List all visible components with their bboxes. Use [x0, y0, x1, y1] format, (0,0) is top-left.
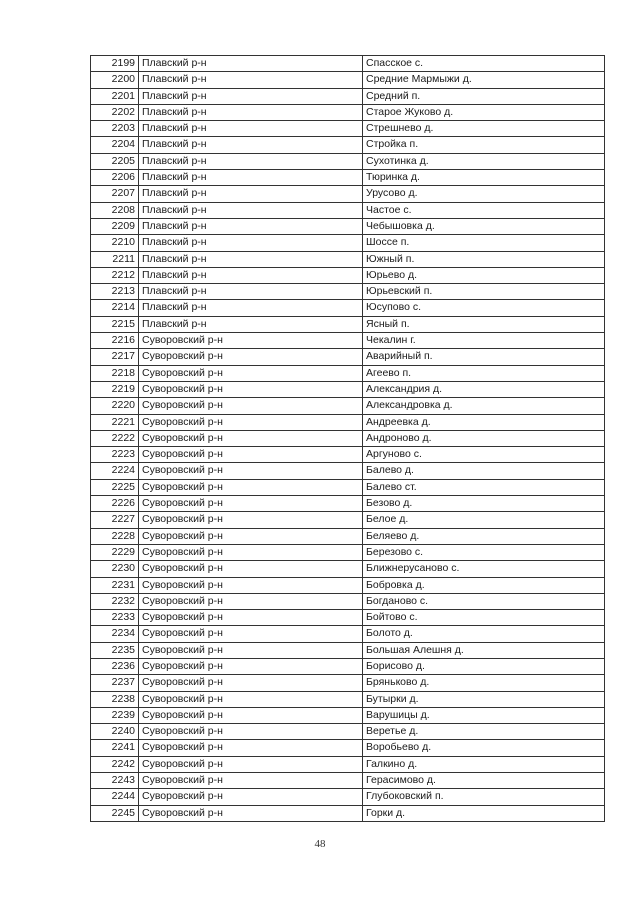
district-cell: Плавский р-н — [139, 137, 363, 153]
district-cell: Плавский р-н — [139, 186, 363, 202]
district-cell: Плавский р-н — [139, 170, 363, 186]
table-row — [91, 626, 605, 642]
table-row — [91, 365, 605, 381]
table-row — [91, 773, 605, 789]
table-row — [91, 561, 605, 577]
district-cell: Суворовский р-н — [139, 626, 363, 642]
row-number-cell: 2209 — [91, 218, 139, 234]
row-number-cell: 2204 — [91, 137, 139, 153]
district-cell: Суворовский р-н — [139, 447, 363, 463]
row-number-cell: 2228 — [91, 528, 139, 544]
row-number-cell: 2212 — [91, 267, 139, 283]
row-number-cell: 2211 — [91, 251, 139, 267]
row-number-cell: 2200 — [91, 72, 139, 88]
table-row — [91, 398, 605, 414]
table-row — [91, 544, 605, 560]
table-row — [91, 691, 605, 707]
table-row — [91, 170, 605, 186]
table-row — [91, 300, 605, 316]
table-row — [91, 381, 605, 397]
table-row — [91, 447, 605, 463]
district-cell: Суворовский р-н — [139, 381, 363, 397]
row-number-cell: 2235 — [91, 642, 139, 658]
district-cell: Суворовский р-н — [139, 544, 363, 560]
row-number-cell: 2220 — [91, 398, 139, 414]
table-row — [91, 218, 605, 234]
row-number-cell: 2214 — [91, 300, 139, 316]
district-cell: Суворовский р-н — [139, 773, 363, 789]
district-cell: Суворовский р-н — [139, 349, 363, 365]
settlement-cell: Чекалин г. — [363, 333, 605, 349]
district-cell: Плавский р-н — [139, 267, 363, 283]
settlement-cell: Веретье д. — [363, 724, 605, 740]
row-number-cell: 2233 — [91, 610, 139, 626]
table-row — [91, 72, 605, 88]
table-row — [91, 414, 605, 430]
settlement-cell: Галкино д. — [363, 756, 605, 772]
district-cell: Суворовский р-н — [139, 593, 363, 609]
settlement-cell: Бутырки д. — [363, 691, 605, 707]
table-row — [91, 121, 605, 137]
table-row — [91, 642, 605, 658]
table-row — [91, 349, 605, 365]
district-cell: Суворовский р-н — [139, 561, 363, 577]
district-cell: Суворовский р-н — [139, 789, 363, 805]
district-cell: Суворовский р-н — [139, 707, 363, 723]
settlement-cell: Средние Мармыжи д. — [363, 72, 605, 88]
district-cell: Плавский р-н — [139, 56, 363, 72]
settlements-table — [90, 55, 605, 822]
table-row — [91, 104, 605, 120]
table-row — [91, 707, 605, 723]
row-number-cell: 2240 — [91, 724, 139, 740]
table-row — [91, 724, 605, 740]
row-number-cell: 2234 — [91, 626, 139, 642]
district-cell: Суворовский р-н — [139, 740, 363, 756]
row-number-cell: 2208 — [91, 202, 139, 218]
row-number-cell: 2213 — [91, 284, 139, 300]
district-cell: Суворовский р-н — [139, 479, 363, 495]
district-cell: Суворовский р-н — [139, 430, 363, 446]
table-row — [91, 333, 605, 349]
settlements-table-body — [91, 56, 605, 822]
row-number-cell: 2222 — [91, 430, 139, 446]
settlement-cell: Безово д. — [363, 496, 605, 512]
district-cell: Плавский р-н — [139, 72, 363, 88]
district-cell: Суворовский р-н — [139, 496, 363, 512]
district-cell: Суворовский р-н — [139, 577, 363, 593]
table-row — [91, 56, 605, 72]
district-cell: Суворовский р-н — [139, 691, 363, 707]
settlement-cell: Герасимово д. — [363, 773, 605, 789]
settlement-cell: Варушицы д. — [363, 707, 605, 723]
row-number-cell: 2242 — [91, 756, 139, 772]
row-number-cell: 2218 — [91, 365, 139, 381]
row-number-cell: 2215 — [91, 316, 139, 332]
page-number: 48 — [314, 838, 326, 850]
row-number-cell: 2203 — [91, 121, 139, 137]
settlement-cell: Стрешнево д. — [363, 121, 605, 137]
row-number-cell: 2230 — [91, 561, 139, 577]
row-number-cell: 2239 — [91, 707, 139, 723]
district-cell: Суворовский р-н — [139, 642, 363, 658]
district-cell: Суворовский р-н — [139, 675, 363, 691]
district-cell: Суворовский р-н — [139, 610, 363, 626]
settlement-cell: Тюринка д. — [363, 170, 605, 186]
row-number-cell: 2199 — [91, 56, 139, 72]
table-row — [91, 202, 605, 218]
table-row — [91, 740, 605, 756]
row-number-cell: 2241 — [91, 740, 139, 756]
row-number-cell: 2216 — [91, 333, 139, 349]
district-cell: Суворовский р-н — [139, 756, 363, 772]
table-row — [91, 267, 605, 283]
settlement-cell: Беляево д. — [363, 528, 605, 544]
settlement-cell: Чебышовка д. — [363, 218, 605, 234]
settlement-cell: Горки д. — [363, 805, 605, 821]
settlement-cell: Балево ст. — [363, 479, 605, 495]
settlement-cell: Частое с. — [363, 202, 605, 218]
settlement-cell: Андреевка д. — [363, 414, 605, 430]
district-cell: Суворовский р-н — [139, 398, 363, 414]
settlement-cell: Стройка п. — [363, 137, 605, 153]
table-row — [91, 675, 605, 691]
settlement-cell: Глубоковский п. — [363, 789, 605, 805]
table-row — [91, 577, 605, 593]
district-cell: Суворовский р-н — [139, 658, 363, 674]
row-number-cell: 2231 — [91, 577, 139, 593]
district-cell: Плавский р-н — [139, 316, 363, 332]
district-cell: Плавский р-н — [139, 218, 363, 234]
settlement-cell: Агеево п. — [363, 365, 605, 381]
district-cell: Плавский р-н — [139, 121, 363, 137]
row-number-cell: 2245 — [91, 805, 139, 821]
settlement-cell: Сухотинка д. — [363, 153, 605, 169]
settlement-cell: Воробьево д. — [363, 740, 605, 756]
district-cell: Плавский р-н — [139, 202, 363, 218]
district-cell: Суворовский р-н — [139, 333, 363, 349]
table-row — [91, 593, 605, 609]
settlement-cell: Большая Алешня д. — [363, 642, 605, 658]
row-number-cell: 2238 — [91, 691, 139, 707]
table-row — [91, 528, 605, 544]
settlement-cell: Шоссе п. — [363, 235, 605, 251]
row-number-cell: 2205 — [91, 153, 139, 169]
settlement-cell: Спасское с. — [363, 56, 605, 72]
table-row — [91, 88, 605, 104]
row-number-cell: 2224 — [91, 463, 139, 479]
table-row — [91, 756, 605, 772]
settlement-cell: Белое д. — [363, 512, 605, 528]
row-number-cell: 2201 — [91, 88, 139, 104]
settlement-cell: Урусово д. — [363, 186, 605, 202]
table-row — [91, 496, 605, 512]
table-row — [91, 430, 605, 446]
row-number-cell: 2206 — [91, 170, 139, 186]
table-row — [91, 235, 605, 251]
row-number-cell: 2244 — [91, 789, 139, 805]
row-number-cell: 2223 — [91, 447, 139, 463]
settlement-cell: Средний п. — [363, 88, 605, 104]
table-row — [91, 463, 605, 479]
table-row — [91, 512, 605, 528]
district-cell: Суворовский р-н — [139, 805, 363, 821]
district-cell: Суворовский р-н — [139, 724, 363, 740]
settlement-cell: Балево д. — [363, 463, 605, 479]
settlement-cell: Березово с. — [363, 544, 605, 560]
settlement-cell: Старое Жуково д. — [363, 104, 605, 120]
table-row — [91, 805, 605, 821]
settlement-cell: Бойтово с. — [363, 610, 605, 626]
settlement-cell: Юрьево д. — [363, 267, 605, 283]
table-row — [91, 186, 605, 202]
row-number-cell: 2210 — [91, 235, 139, 251]
row-number-cell: 2236 — [91, 658, 139, 674]
district-cell: Суворовский р-н — [139, 463, 363, 479]
table-row — [91, 316, 605, 332]
settlement-cell: Андроново д. — [363, 430, 605, 446]
table-row — [91, 251, 605, 267]
row-number-cell: 2243 — [91, 773, 139, 789]
settlement-cell: Борисово д. — [363, 658, 605, 674]
table-row — [91, 610, 605, 626]
row-number-cell: 2226 — [91, 496, 139, 512]
table-row — [91, 789, 605, 805]
row-number-cell: 2217 — [91, 349, 139, 365]
table-row — [91, 153, 605, 169]
settlement-cell: Ясный п. — [363, 316, 605, 332]
district-cell: Суворовский р-н — [139, 528, 363, 544]
settlement-cell: Богданово с. — [363, 593, 605, 609]
settlement-cell: Юрьевский п. — [363, 284, 605, 300]
district-cell: Суворовский р-н — [139, 365, 363, 381]
district-cell: Суворовский р-н — [139, 414, 363, 430]
row-number-cell: 2227 — [91, 512, 139, 528]
settlement-cell: Александрия д. — [363, 381, 605, 397]
district-cell: Плавский р-н — [139, 284, 363, 300]
table-row — [91, 479, 605, 495]
row-number-cell: 2221 — [91, 414, 139, 430]
row-number-cell: 2237 — [91, 675, 139, 691]
table-row — [91, 137, 605, 153]
settlement-cell: Юсупово с. — [363, 300, 605, 316]
district-cell: Плавский р-н — [139, 153, 363, 169]
district-cell: Плавский р-н — [139, 300, 363, 316]
district-cell: Суворовский р-н — [139, 512, 363, 528]
settlement-cell: Южный п. — [363, 251, 605, 267]
settlement-cell: Ближнерусаново с. — [363, 561, 605, 577]
settlement-cell: Болото д. — [363, 626, 605, 642]
district-cell: Плавский р-н — [139, 251, 363, 267]
district-cell: Плавский р-н — [139, 104, 363, 120]
table-row — [91, 658, 605, 674]
district-cell: Плавский р-н — [139, 88, 363, 104]
settlement-cell: Аварийный п. — [363, 349, 605, 365]
table-row — [91, 284, 605, 300]
row-number-cell: 2229 — [91, 544, 139, 560]
settlement-cell: Аргуново с. — [363, 447, 605, 463]
row-number-cell: 2202 — [91, 104, 139, 120]
settlement-cell: Брянькoво д. — [363, 675, 605, 691]
row-number-cell: 2232 — [91, 593, 139, 609]
row-number-cell: 2207 — [91, 186, 139, 202]
district-cell: Плавский р-н — [139, 235, 363, 251]
row-number-cell: 2219 — [91, 381, 139, 397]
settlement-cell: Александровка д. — [363, 398, 605, 414]
settlement-cell: Бобровка д. — [363, 577, 605, 593]
row-number-cell: 2225 — [91, 479, 139, 495]
